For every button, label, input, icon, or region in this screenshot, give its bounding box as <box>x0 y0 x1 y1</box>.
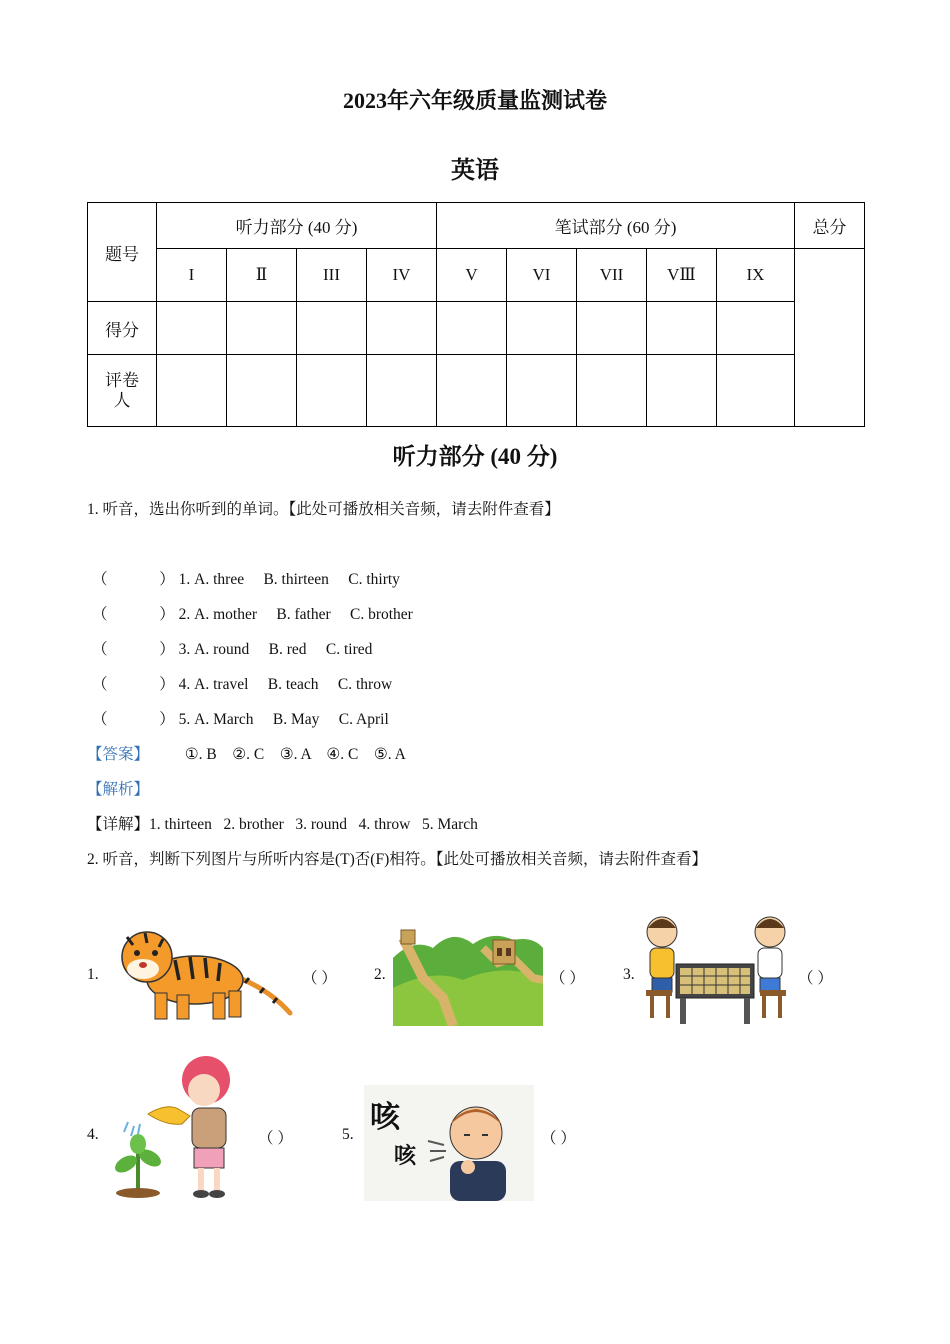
score-cell[interactable] <box>507 302 577 355</box>
score-cell[interactable] <box>437 302 507 355</box>
boy-coughing-picture <box>364 1085 534 1201</box>
answer-text: ①. B ②. C ③. A ④. C ⑤. A <box>184 746 406 763</box>
q1-item-1 <box>92 567 400 589</box>
table-col-header: III <box>297 249 367 302</box>
paren-open: （ <box>92 606 108 623</box>
table-col-header: IX <box>717 249 795 302</box>
paren-close: ） <box>159 606 175 623</box>
paren-close: ） <box>159 641 175 658</box>
girl-watering-plant-picture <box>108 1052 248 1200</box>
q1-item-text: 2. A. mother B. father C. brother <box>178 606 413 623</box>
grader-cell[interactable] <box>507 355 577 427</box>
score-cell[interactable] <box>647 302 717 355</box>
table-label-question: 题号 <box>88 203 157 302</box>
table-header-listening: 听力部分 (40 分) <box>157 203 437 249</box>
paren-open: （ <box>92 676 108 693</box>
q1-item-text: 3. A. round B. red C. tired <box>178 641 373 658</box>
q2-item-1-num: 1. <box>87 966 99 983</box>
detail-label: 【详解】 <box>87 816 150 833</box>
table-header-total: 总分 <box>795 203 865 249</box>
score-cell[interactable] <box>367 302 437 355</box>
q1-item-4 <box>92 672 392 694</box>
score-table <box>87 202 865 427</box>
paren-close: ） <box>159 571 175 588</box>
q1-instruction: 1. 听音，选出你听到的单词。【此处可播放相关音频，请去附件查看】 <box>87 501 560 518</box>
answer-line <box>87 742 406 764</box>
listening-heading: 听力部分 (40 分) <box>392 444 558 469</box>
q2-item-5-num: 5. <box>342 1126 354 1143</box>
table-col-header: VI <box>507 249 577 302</box>
q2-item-1-paren[interactable]: （ ） <box>302 970 337 987</box>
q2-item-3-paren[interactable]: （ ） <box>798 970 833 987</box>
score-cell[interactable] <box>297 302 367 355</box>
analysis-label: 【解析】 <box>87 781 150 798</box>
grader-cell[interactable] <box>717 355 795 427</box>
q1-item-2 <box>92 602 413 624</box>
detail-text: 1. thirteen 2. brother 3. round 4. throw 5. March <box>149 816 478 833</box>
table-col-header: V <box>437 249 507 302</box>
q1-item-3 <box>92 637 372 659</box>
grader-cell[interactable] <box>367 355 437 427</box>
q2-instruction: 2. 听音，判断下列图片与所听内容是(T)否(F)相符。【此处可播放相关音频，请去附件查看】 <box>87 851 707 868</box>
table-col-header: Ⅱ <box>227 249 297 302</box>
table-col-header: IV <box>367 249 437 302</box>
q1-item-text: 4. A. travel B. teach C. throw <box>178 676 393 693</box>
q1-item-text: 5. A. March B. May C. April <box>178 711 389 728</box>
q2-item-4-num: 4. <box>87 1126 99 1143</box>
cough-text: 咳 <box>394 1144 417 1169</box>
tiger-picture <box>105 925 295 1025</box>
table-label-grader: 评卷 人 <box>88 355 157 427</box>
grader-cell[interactable] <box>297 355 367 427</box>
q2-item-5-paren[interactable]: （ ） <box>541 1130 576 1147</box>
answer-label: 【答案】 <box>87 746 150 763</box>
q2-item-3-num: 3. <box>623 966 635 983</box>
paren-open: （ <box>92 711 108 728</box>
grader-cell[interactable] <box>157 355 227 427</box>
table-col-header: I <box>157 249 227 302</box>
table-col-header: VⅢ <box>647 249 717 302</box>
q1-item-5 <box>92 707 389 729</box>
grader-cell[interactable] <box>647 355 717 427</box>
score-cell[interactable] <box>717 302 795 355</box>
grader-cell[interactable] <box>577 355 647 427</box>
table-header-writing: 笔试部分 (60 分) <box>437 203 795 249</box>
subject-title: 英语 <box>451 158 499 184</box>
q1-item-text: 1. A. three B. thirteen C. thirty <box>178 571 400 588</box>
detail-line <box>87 812 478 834</box>
cough-text: 咳 <box>370 1100 400 1135</box>
q2-item-4-paren[interactable]: （ ） <box>258 1130 293 1147</box>
score-cell[interactable] <box>577 302 647 355</box>
great-wall-picture <box>393 918 543 1026</box>
q2-item-2-paren[interactable]: （ ） <box>550 970 585 987</box>
grader-cell[interactable] <box>437 355 507 427</box>
table-label-score: 得分 <box>88 302 157 355</box>
boys-playing-chess-picture <box>640 910 792 1028</box>
paren-close: ） <box>159 676 175 693</box>
q2-item-2-num: 2. <box>374 966 386 983</box>
exam-title: 2023年六年级质量监测试卷 <box>342 88 607 113</box>
grader-cell[interactable] <box>227 355 297 427</box>
paren-open: （ <box>92 571 108 588</box>
table-total-cell[interactable] <box>795 249 865 427</box>
paren-open: （ <box>92 641 108 658</box>
table-col-header: VII <box>577 249 647 302</box>
score-cell[interactable] <box>157 302 227 355</box>
paren-close: ） <box>159 711 175 728</box>
score-cell[interactable] <box>227 302 297 355</box>
